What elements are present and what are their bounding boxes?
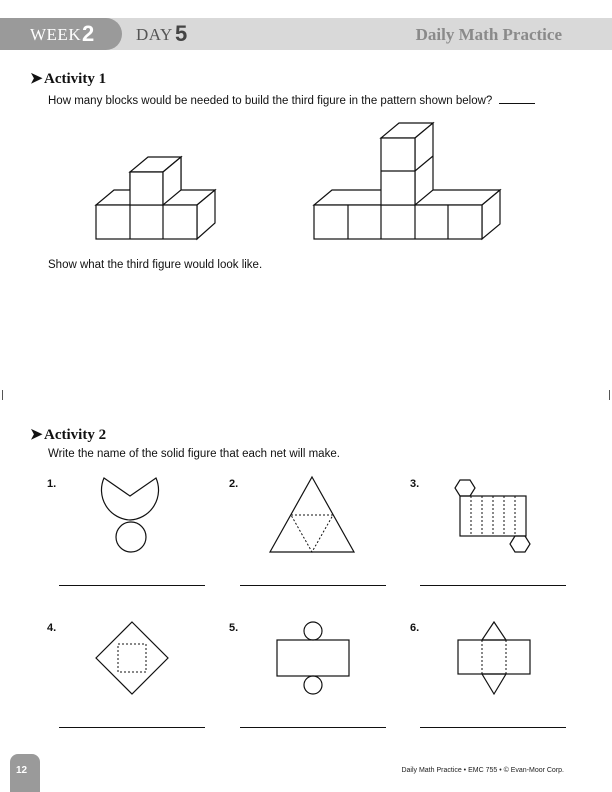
activity2-title-text: Activity 2 [44,427,107,443]
margin-tick-right [609,390,610,400]
answer-line-4[interactable] [59,727,205,728]
answer-line-5[interactable] [240,727,386,728]
activity1-instruction: Show what the third figure would look like. [48,259,263,271]
activity1-answer-line[interactable] [499,103,535,104]
header-title: Daily Math Practice [415,25,562,44]
day-label: DAY [136,25,173,44]
triangular-prism-net-icon [456,620,532,696]
item-number-3: 3. [410,478,420,490]
chevron-right-icon: ➤ [30,71,43,87]
item-number-2: 2. [229,478,239,490]
week-number: 2 [82,21,95,46]
answer-line-2[interactable] [240,585,386,586]
square-pyramid-net-icon [94,620,170,696]
activity1-question: How many blocks would be needed to build the third figure in the pattern shown below? [48,95,493,107]
answer-line-1[interactable] [59,585,205,586]
item-number-1: 1. [47,478,57,490]
activity2-instruction: Write the name of the solid figure that each net will make. [48,448,340,460]
day-number: 5 [175,21,188,46]
activity1-title-text: Activity 1 [44,71,107,87]
chevron-right-icon: ➤ [30,427,43,443]
hexagonal-prism-net-icon [454,477,534,555]
week-label: WEEK [30,25,82,44]
page-header [0,18,612,50]
footer-credit: Daily Math Practice • EMC 755 • © Evan-Moor Corp. [401,767,564,774]
margin-tick-left [2,390,3,400]
cylinder-net-icon [275,620,351,696]
block-figure-2-icon [308,120,508,245]
item-number-5: 5. [229,622,239,634]
answer-line-3[interactable] [420,585,566,586]
item-number-6: 6. [410,622,420,634]
item-number-4: 4. [47,622,57,634]
page-number: 12 [16,765,28,776]
block-figure-1-icon [90,150,230,245]
activity1-title [30,69,106,88]
answer-line-6[interactable] [420,727,566,728]
activity2-title [30,425,106,444]
cone-net-icon [100,474,160,554]
triangular-pyramid-net-icon [268,473,358,555]
